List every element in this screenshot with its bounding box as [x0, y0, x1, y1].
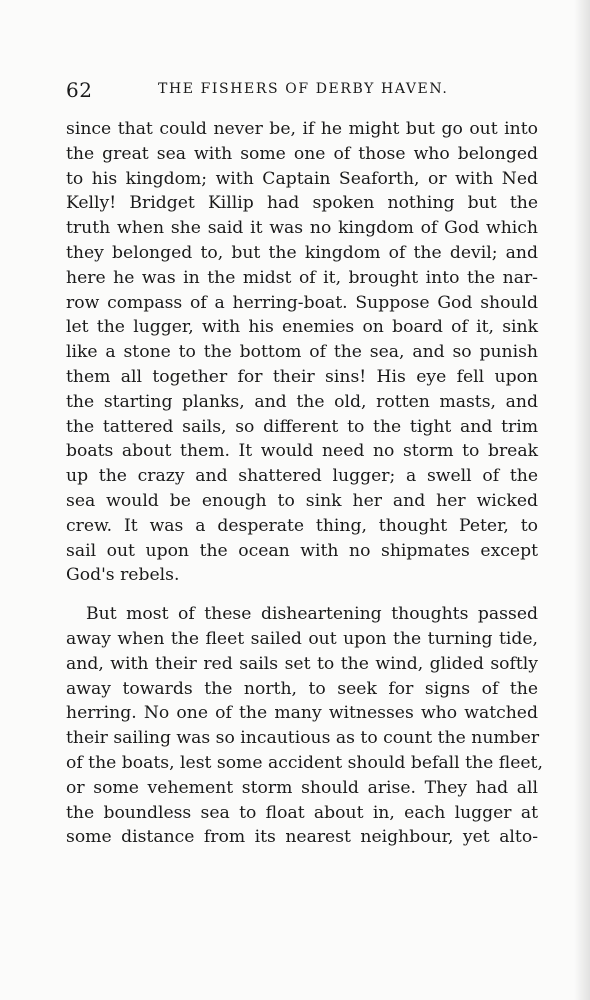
paragraph-1	[66, 117, 538, 588]
paragraph-2	[66, 602, 543, 850]
text-line: herring. No one of the many witnesses who watched	[66, 703, 538, 724]
page-number: 62	[66, 78, 93, 102]
paragraph-gap	[66, 588, 538, 602]
text-line: they belonged to, but the kingdom of the devil; and	[66, 242, 538, 263]
text-line: truth when she said it was no kingdom of God which	[66, 218, 538, 239]
text-line: like a stone to the bottom of the sea, and so punish	[66, 342, 538, 363]
text-line: But most of these disheartening thoughts passed	[86, 604, 538, 625]
text-line: the great sea with some one of those who belonged	[66, 143, 538, 164]
text-line: the starting planks, and the old, rotten masts, and	[66, 391, 538, 412]
body-text	[66, 117, 543, 850]
page-header	[66, 78, 546, 102]
text-line: away towards the north, to seek for signs of the	[66, 678, 538, 699]
text-line: the boundless sea to float about in, each lugger at	[66, 802, 538, 823]
text-line: since that could never be, if he might but go out into	[66, 119, 538, 139]
running-head: THE FISHERS OF DERBY HAVEN.	[158, 81, 449, 97]
text-line: let the lugger, with his enemies on board of it, sink	[66, 317, 538, 338]
text-line: away when the fleet sailed out upon the turning tide,	[66, 628, 538, 649]
text-line: boats about them. It would need no storm to break	[66, 441, 538, 462]
text-line: or some vehement storm should arise. They had all	[66, 777, 538, 798]
text-line: the tattered sails, so different to the tight and trim	[66, 416, 538, 437]
text-line: their sailing was so incautious as to count the number	[66, 728, 540, 749]
text-line: Kelly! Bridget Killip had spoken nothing but the	[66, 193, 538, 214]
text-line: sea would be enough to sink her and her wicked	[66, 490, 538, 511]
page-edge-shadow	[574, 0, 590, 1000]
text-line: row compass of a herring-boat. Suppose God should	[66, 292, 538, 313]
text-line: them all together for their sins! His eye fell upon	[66, 366, 538, 387]
text-line: to his kingdom; with Captain Seaforth, or with Ned	[66, 168, 538, 189]
text-line: God's rebels.	[66, 565, 180, 586]
text-line: here he was in the midst of it, brought into the nar-	[66, 267, 538, 288]
text-line: up the crazy and shattered lugger; a swell of the	[66, 466, 538, 487]
text-line: of the boats, lest some accident should befall the fleet,	[66, 752, 543, 773]
text-line: some distance from its nearest neighbour, yet alto-	[66, 827, 538, 848]
text-line: crew. It was a desperate thing, thought Peter, to	[66, 515, 538, 536]
text-line: and, with their red sails set to the wind, glided softly	[66, 653, 538, 674]
text-line: sail out upon the ocean with no shipmates except	[66, 540, 538, 561]
